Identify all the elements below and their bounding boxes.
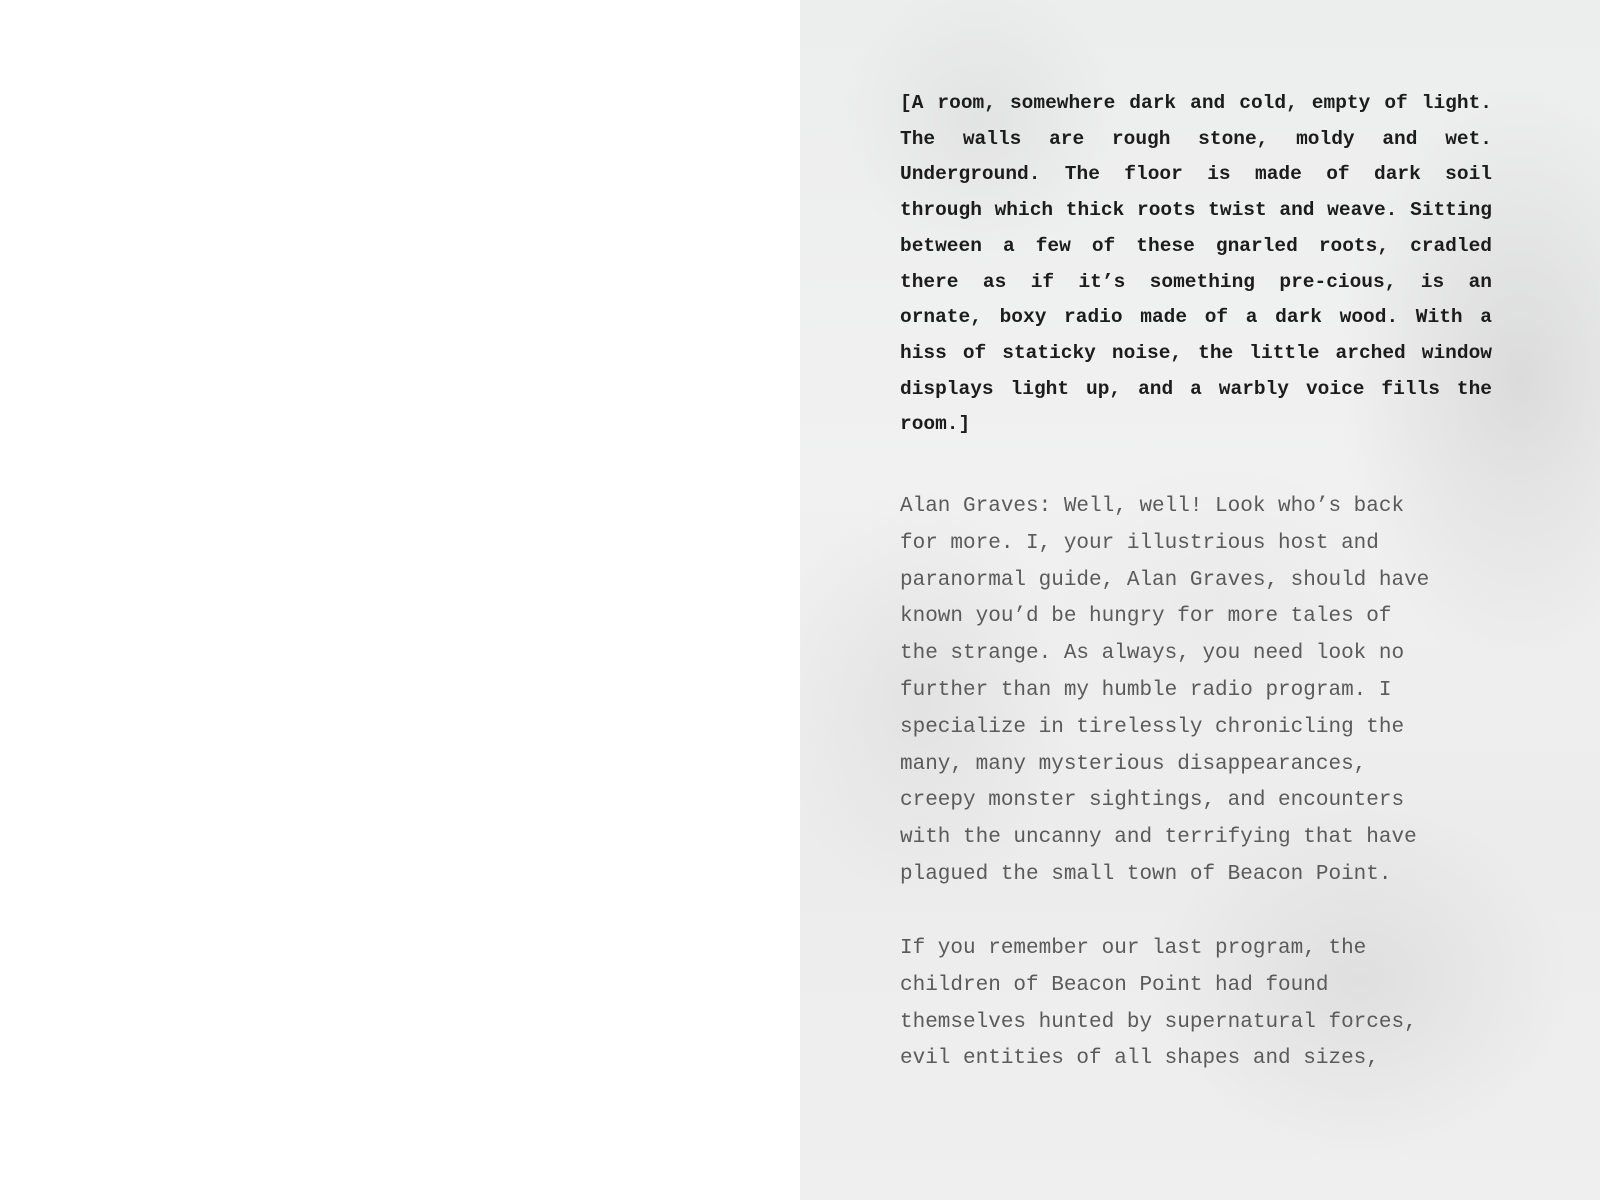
stage-direction: [A room, somewhere dark and cold, empty of light. The walls are rough stone, moldy and wet. Underground. The floor is made of dark soil through which thick roots twist and weave. Sitting between a few of these gnarled roots, cradled there as if it’s something pre-cious, is an ornate, boxy radio made of a dark wood. With a hiss of staticky noise, the little arched window displays light up, and a warbly voice fills the room.] <box>900 92 1492 436</box>
dialogue-paragraph-2: If you remember our last program, the children of Beacon Point had found themselves hunted by supernatural forces, evil entities of all shapes and sizes, <box>900 937 1417 1071</box>
right-page <box>800 0 1600 1200</box>
dialogue-paragraph-1: Alan Graves: Well, well! Look who’s back for more. I, your illustrious host and paranormal guide, Alan Graves, should have known you’d be hungry for more tales of the strange. As always, you need look no further than my humble radio program. I specialize in tirelessly chronicling the many, many mysterious disappearances, creepy monster sightings, and encounters with the uncanny and terrifying that have plagued the small town of Beacon Point. <box>900 495 1430 886</box>
